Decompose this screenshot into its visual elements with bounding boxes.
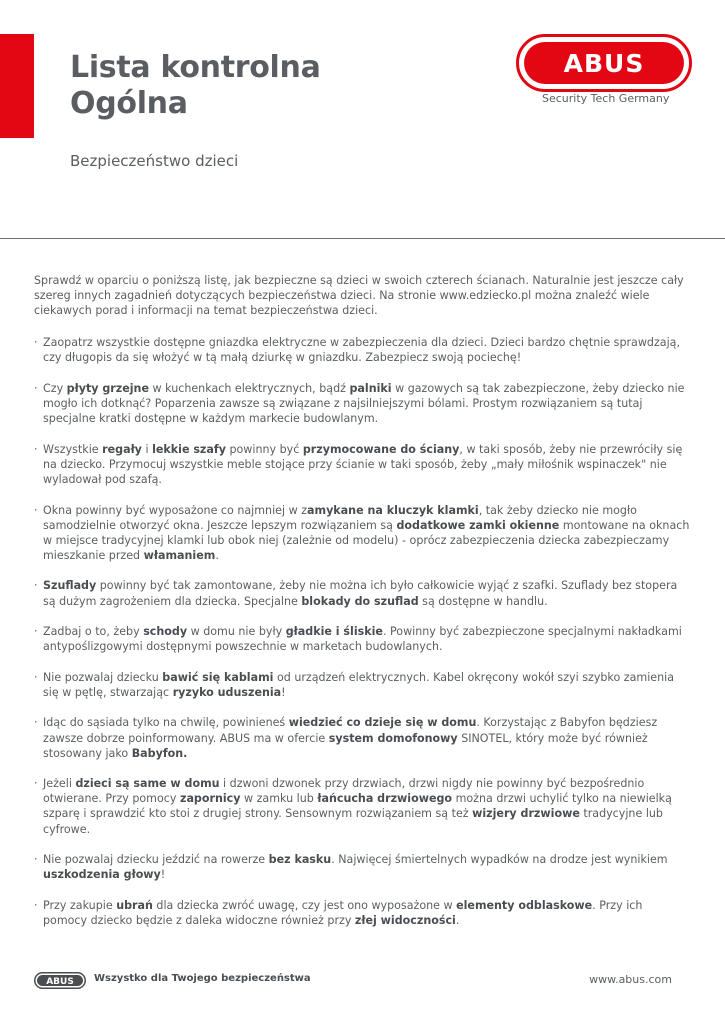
item-text: !	[160, 868, 166, 882]
item-text: .	[215, 548, 219, 562]
item-text: Czy	[43, 381, 67, 395]
checklist-content	[34, 273, 690, 944]
emphasis-text: przymocowane do ściany	[302, 442, 460, 456]
item-text: dla dziecka zwróć uwagę, czy jest ono wyposażone w	[152, 898, 457, 912]
item-text: , w taki sposób, żeby nie przewróciły się na dziecko. Przymocuj wszystkie meble stojące przy ścianie w taki sposób, żeby „mały miłośnik wspinaczek" nie wyladował pod szafą.	[43, 442, 683, 486]
emphasis-text: Szuflady	[43, 579, 97, 593]
page-title	[70, 50, 321, 122]
emphasis-text: elementy odblaskowe	[456, 898, 593, 912]
emphasis-text: gładkie i śliskie	[285, 625, 383, 639]
abus-logo-text: ABUS	[563, 49, 645, 78]
emphasis-text: płyty grzejne	[66, 381, 149, 395]
item-text: Nie pozwalaj dziecku jeździć na rowerze	[43, 853, 269, 867]
item-text: w domu nie były	[187, 625, 286, 639]
item-text: od urządzeń elektrycznych. Kabel okręcony wokół szyi szybko zamienia się w pętlę, stwarzając	[43, 670, 675, 699]
item-text: i dzwoni dzwonek przy drzwiach, drzwi nigdy nie powinny być bezpośrednio otwierane. Przy pomocy	[43, 777, 645, 806]
item-text: Nie pozwalaj dziecku	[43, 670, 163, 684]
item-text: . Najwięcej śmiertelnych wypadków na drodze jest wynikiem	[331, 853, 668, 867]
footer-logo-text: ABUS	[46, 977, 74, 987]
item-text: Idąc do sąsiada tylko na chwilę, powinieneś	[43, 716, 289, 730]
item-text: powinny być	[225, 442, 303, 456]
footer-url: www.abus.com	[589, 973, 672, 986]
item-text: . Przy ich pomocy dziecko będzie z daleka widoczne również przy	[43, 898, 643, 927]
page-subtitle: Bezpieczeństwo dzieci	[70, 152, 239, 170]
emphasis-text: włamaniem	[143, 548, 216, 562]
checklist-item	[34, 578, 690, 608]
emphasis-text: wiedzieć co dzieje się w domu	[288, 716, 477, 730]
item-text: są dostępne w handlu.	[418, 594, 548, 608]
item-text: i	[141, 442, 153, 456]
page-title-line-2: Ogólna	[70, 86, 188, 121]
intro-paragraph: Sprawdź w oparciu o poniższą listę, jak bezpieczne są dzieci w swoich czterech ścianach. Naturalnie jest jeszcze cały szereg innych zagadnień dotyczących bezpieczeństwa dzieci. Na stronie www.edziecko.pl można znaleźć wiele ciekawych porad i informacji na temat bezpieczeństwa dzieci.	[34, 274, 684, 318]
item-text: Jeżeli	[43, 777, 76, 791]
item-text: Wszystkie	[43, 442, 103, 456]
item-text: tradycyjne lub cyfrowe.	[43, 807, 663, 836]
item-text: Okna powinny być wyposażone co najmniej w z	[43, 503, 308, 517]
emphasis-text: amykane na kluczyk klamki	[307, 503, 479, 517]
emphasis-text: bawić się kablami	[162, 670, 274, 684]
checklist	[34, 335, 690, 928]
checklist-item	[34, 335, 690, 365]
emphasis-text: bez kasku	[268, 853, 332, 867]
item-text: montowane na oknach w miejsce tradycyjnej klamki lub obok niej (zależnie od modelu) - oprócz zabezpieczenia dziecka zabezpieczamy mieszkanie przed	[43, 518, 690, 562]
emphasis-text: system domofonowy	[328, 731, 458, 745]
item-text: w zamku lub	[240, 792, 318, 806]
item-text: !	[281, 685, 286, 699]
bullet-marker: ·	[34, 336, 38, 350]
footer-abus-logo	[34, 972, 86, 989]
header-divider	[0, 238, 725, 239]
emphasis-text: ubrań	[116, 898, 153, 912]
emphasis-text: uszkodzenia głowy	[43, 868, 161, 882]
item-text: można drzwi uchylić tylko na niewielką szparę i sprawdzić kto stoi z drugiej strony. Sensownym rozwiązaniem są też	[43, 792, 672, 821]
emphasis-text: złej widoczności	[354, 913, 456, 927]
emphasis-text: zapornicy	[179, 792, 241, 806]
footer-slogan: Wszystko dla Twojego bezpieczeństwa	[94, 973, 311, 984]
emphasis-text: regały	[102, 442, 142, 456]
emphasis-text: ryzyko uduszenia	[172, 685, 282, 699]
emphasis-text: wizjery drzwiowe	[472, 807, 580, 821]
item-text: Zadbaj o to, żeby	[43, 625, 144, 639]
item-text: .	[455, 913, 460, 927]
item-text: . Korzystając z Babyfon będziesz zawsze dobrze poinformowany. ABUS ma w ofercie	[43, 716, 658, 745]
checklist-item	[34, 442, 690, 487]
emphasis-text: dzieci są same w domu	[75, 777, 220, 791]
item-text: w gazowych są tak zabezpieczone, żeby dziecko nie mogło ich dotknąć? Poparzenia zawsze są związane z najsilniejszymi bólami. Prostym rozwiązaniem są tutaj specjalne kratki dostępne w każdym markecie budowlanym.	[43, 381, 685, 426]
emphasis-text: palniki	[349, 381, 392, 395]
item-text: powinny być tak zamontowane, żeby nie można ich było całkowicie wyjąć z szafki. Szuflady bez stopera są dużym zagrożeniem dla dziecka. Specjalne	[43, 579, 678, 608]
checklist-item	[34, 715, 690, 760]
checklist-item	[34, 898, 690, 928]
item-text: w kuchenkach elektrycznych, bądź	[148, 381, 350, 395]
emphasis-text: lekkie szafy	[152, 442, 226, 456]
checklist-item	[34, 670, 690, 700]
checklist-item	[34, 776, 690, 836]
bullet-marker: ·	[34, 503, 38, 517]
emphasis-text: dodatkowe zamki okienne	[396, 518, 560, 532]
checklist-item	[34, 381, 690, 426]
bullet-marker: ·	[34, 579, 38, 593]
item-text: SINOTEL, który może być również stosowany jako	[43, 731, 648, 760]
item-text: , tak żeby dziecko nie mogło samodzielnie otworzyć okna. Jeszcze lepszym rozwiązaniem są	[43, 503, 637, 532]
bullet-marker: ·	[34, 716, 38, 730]
bullet-marker: ·	[34, 898, 38, 912]
emphasis-text: blokady do szuflad	[301, 594, 419, 608]
bullet-marker: ·	[34, 625, 38, 639]
bullet-marker: ·	[34, 442, 38, 456]
checklist-item	[34, 503, 690, 563]
item-text: Przy zakupie	[43, 898, 117, 912]
item-text: . Powinny być zabezpieczone specjalnymi nakładkami antypoślizgowymi dostępnymi powszechnie w marketach budowlanych.	[43, 625, 682, 654]
item-text: Zaopatrz wszystkie dostępne gniazdka elektryczne w zabezpieczenia dla dzieci. Dzieci bardzo chętnie sprawdzają, czy długopis da się włożyć w tą małą dziurkę w gniazdku. Zabezpiecz swoją pociechę!	[43, 336, 680, 365]
checklist-item	[34, 852, 690, 882]
bullet-marker: ·	[34, 777, 38, 791]
emphasis-text: łańcucha drzwiowego	[317, 792, 453, 806]
emphasis-text: Babyfon.	[131, 746, 188, 760]
emphasis-text: schody	[143, 625, 188, 639]
bullet-marker: ·	[34, 670, 38, 684]
checklist-item	[34, 624, 690, 654]
logo-tagline: Security Tech Germany	[542, 92, 670, 105]
abus-logo	[516, 34, 692, 92]
page-title-line-1: Lista kontrolna	[70, 50, 321, 85]
bullet-marker: ·	[34, 381, 38, 395]
bullet-marker: ·	[34, 853, 38, 867]
brand-accent-bar	[0, 34, 34, 138]
